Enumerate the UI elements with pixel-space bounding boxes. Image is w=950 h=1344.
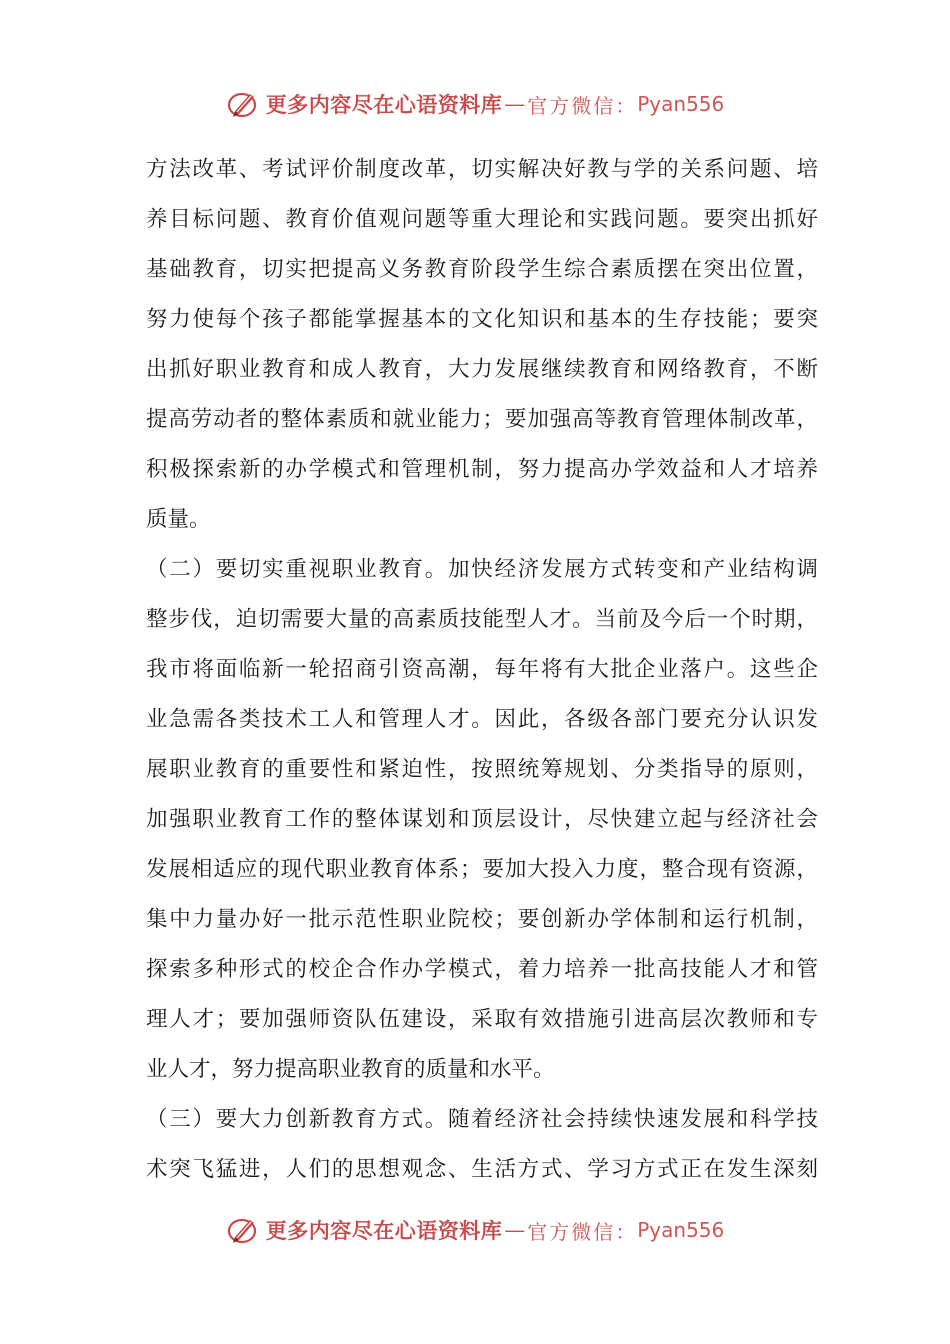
text-line: 术突飞猛进，人们的思想观念、生活方式、学习方式正在发生深刻: [146, 1157, 818, 1182]
footer-dash: —: [504, 1218, 526, 1242]
text-line: 质量。: [146, 507, 211, 532]
header-dash: —: [504, 92, 526, 116]
text-line: 集中力量办好一批示范性职业院校；要创新办学体制和运行机制，: [146, 907, 818, 932]
footer-banner: [0, 1210, 950, 1250]
text-line: 基础教育，切实把提高义务教育阶段学生综合素质摆在突出位置，: [146, 257, 818, 282]
footer-brand-text: 更多内容尽在心语资料库: [265, 1218, 503, 1243]
header-brand-text: 更多内容尽在心语资料库: [265, 92, 503, 117]
header-wechat-id: Pyan556: [637, 92, 725, 116]
document-body: [146, 145, 818, 1195]
footer-official-label: 官方微信：: [527, 1219, 638, 1244]
text-line: 出抓好职业教育和成人教育，大力发展继续教育和网络教育，不断: [146, 357, 818, 382]
header-banner: [0, 84, 950, 124]
text-line: 发展相适应的现代职业教育体系；要加大投入力度，整合现有资源，: [146, 857, 818, 882]
text-line: 努力使每个孩子都能掌握基本的文化知识和基本的生存技能；要突: [146, 307, 818, 332]
text-line: 展职业教育的重要性和紧迫性，按照统筹规划、分类指导的原则，: [146, 757, 818, 782]
text-line: 积极探索新的办学模式和管理机制，努力提高办学效益和人才培养: [146, 457, 818, 482]
footer-wechat-id: Pyan556: [637, 1218, 725, 1242]
text-line: 理人才；要加强师资队伍建设，采取有效措施引进高层次教师和专: [146, 1007, 818, 1032]
text-line: 养目标问题、教育价值观问题等重大理论和实践问题。要突出抓好: [146, 207, 818, 232]
pen-logo-icon: [226, 87, 260, 121]
text-line: 方法改革、考试评价制度改革，切实解决好教与学的关系问题、培: [146, 157, 818, 182]
text-line: 探索多种形式的校企合作办学模式，着力培养一批高技能人才和管: [146, 957, 818, 982]
text-line: 我市将面临新一轮招商引资高潮，每年将有大批企业落户。这些企: [146, 657, 818, 682]
text-line: 加强职业教育工作的整体谋划和顶层设计，尽快建立起与经济社会: [146, 807, 818, 832]
text-line: 业人才，努力提高职业教育的质量和水平。: [146, 1057, 555, 1082]
text-line: （三）要大力创新教育方式。随着经济社会持续快速发展和科学技: [146, 1107, 818, 1132]
header-official-label: 官方微信：: [527, 93, 638, 118]
text-line: 业急需各类技术工人和管理人才。因此，各级各部门要充分认识发: [146, 707, 818, 732]
text-line: （二）要切实重视职业教育。加快经济发展方式转变和产业结构调: [146, 557, 818, 582]
pen-logo-icon: [226, 1213, 260, 1247]
text-line: 整步伐，迫切需要大量的高素质技能型人才。当前及今后一个时期，: [146, 607, 818, 632]
text-line: 提高劳动者的整体素质和就业能力；要加强高等教育管理体制改革，: [146, 407, 818, 432]
